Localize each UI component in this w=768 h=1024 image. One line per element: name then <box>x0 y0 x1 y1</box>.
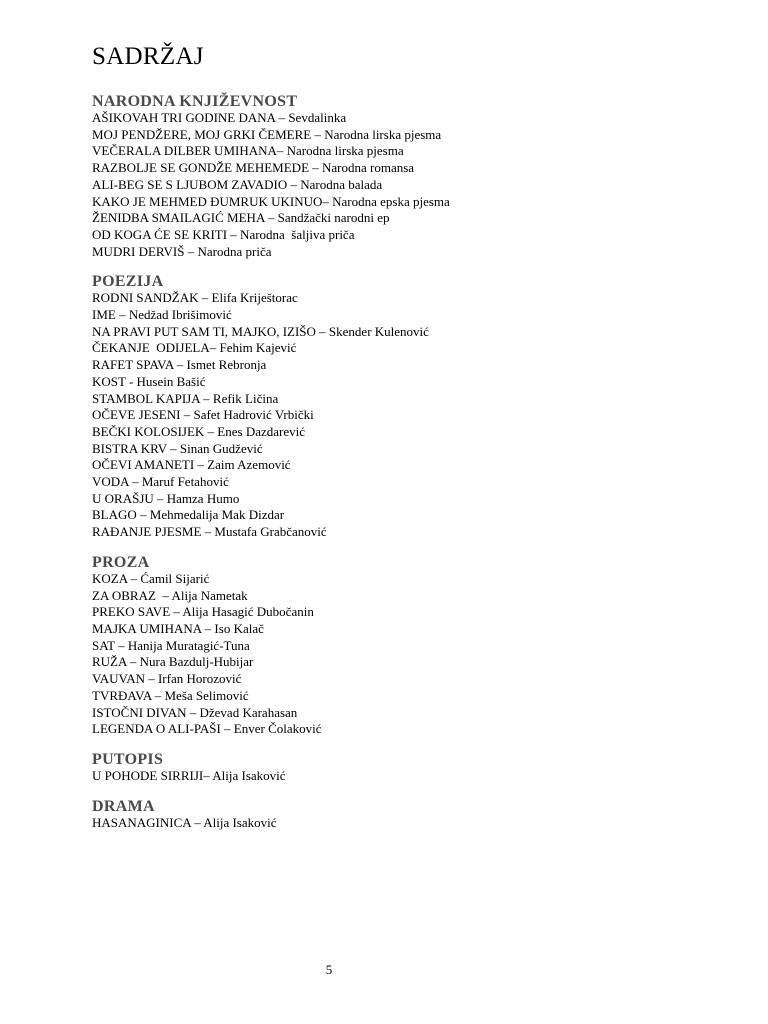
section-heading: PUTOPIS <box>92 750 164 768</box>
section-heading: DRAMA <box>92 797 155 815</box>
toc-entry: RAĐANJE PJESME – Mustafa Grabčanović <box>92 524 327 540</box>
toc-entry: MAJKA UMIHANA – Iso Kalač <box>92 620 264 636</box>
toc-entry: KOST - Husein Bašić <box>92 373 206 389</box>
toc-entry: HASANAGINICA – Alija Isaković <box>92 814 277 830</box>
section-heading: POEZIJA <box>92 273 164 291</box>
toc-entry: OČEVI AMANETI – Zaim Azemović <box>92 457 291 473</box>
toc-entry: TVRĐAVA – Meša Selimović <box>92 687 249 703</box>
toc-entry: ISTOČNI DIVAN – Dževad Karahasan <box>92 704 298 720</box>
section-putopis <box>92 750 732 785</box>
toc-entry: VEČERALA DILBER UMIHANA– Narodna lirska pjesma <box>92 143 404 159</box>
toc-entry: VAUVAN – Irfan Horozović <box>92 671 242 687</box>
toc-entry: NA PRAVI PUT SAM TI, MAJKO, IZIŠO – Skender Kulenović <box>92 323 429 339</box>
toc-entry: OČEVE JESENI – Safet Hadrović Vrbički <box>92 407 314 423</box>
toc-entry: LEGENDA O ALI-PAŠI – Enver Čolaković <box>92 721 322 737</box>
toc-entry: ČEKANJE ODIJELA– Fehim Kajević <box>92 340 297 356</box>
page-title: SADRŽAJ <box>92 43 204 70</box>
section-drama <box>92 797 732 832</box>
toc-entry: ZA OBRAZ – Alija Nametak <box>92 587 248 603</box>
toc-entry: KAKO JE MEHMED ĐUMRUK UKINUO– Narodna epska pjesma <box>92 193 450 209</box>
toc-entry: SAT – Hanija Muratagić-Tuna <box>92 637 250 653</box>
toc-entry: VODA – Maruf Fetahović <box>92 474 229 490</box>
section-poezija <box>92 272 732 541</box>
section-narodna-knjizevnost <box>92 92 732 260</box>
section-heading: PROZA <box>92 553 150 571</box>
toc-entry: U POHODE SIRRIJI– Alija Isaković <box>92 767 286 783</box>
toc-entry: OD KOGA ĆE SE KRITI – Narodna šaljiva priča <box>92 226 355 242</box>
toc-entry: BEČKI KOLOSIJEK – Enes Dazdarević <box>92 423 306 439</box>
page-number: 5 <box>325 962 333 977</box>
toc-entry: U ORAŠJU – Hamza Humo <box>92 490 240 506</box>
toc-entry: ALI-BEG SE S LJUBOM ZAVADIO – Narodna balada <box>92 176 383 192</box>
toc-entry: RODNI SANDŽAK – Elifa Kriještorac <box>92 290 298 306</box>
toc-entry: BISTRA KRV – Sinan Gudžević <box>92 440 263 456</box>
section-heading: NARODNA KNJIŽEVNOST <box>92 93 298 110</box>
toc-entry: ŽENIDBA SMAILAGIĆ MEHA – Sandžački narodni ep <box>92 210 390 226</box>
table-of-contents <box>92 40 732 843</box>
toc-entry: KOZA – Ćamil Sijarić <box>92 570 210 586</box>
toc-entry: BLAGO – Mehmedalija Mak Dizdar <box>92 507 285 523</box>
toc-entry: AŠIKOVAH TRI GODINE DANA – Sevdalinka <box>92 110 347 125</box>
toc-entry: RAFET SPAVA – Ismet Rebronja <box>92 357 267 373</box>
toc-entry: MOJ PENDŽERE, MOJ GRKI ČEMERE – Narodna lirska pjesma <box>92 126 442 142</box>
toc-entry: MUDRI DERVIŠ – Narodna priča <box>92 243 272 259</box>
toc-entry: RUŽA – Nura Bazdulj-Hubijar <box>92 654 254 670</box>
toc-entry: PREKO SAVE – Alija Hasagić Dubočanin <box>92 604 314 620</box>
toc-entry: IME – Nedžad Ibrišimović <box>92 307 232 323</box>
toc-entry: STAMBOL KAPIJA – Refik Ličina <box>92 390 279 406</box>
toc-entry: RAZBOLJE SE GONDŽE MEHEMEDE – Narodna romansa <box>92 160 415 176</box>
section-proza <box>92 553 732 738</box>
